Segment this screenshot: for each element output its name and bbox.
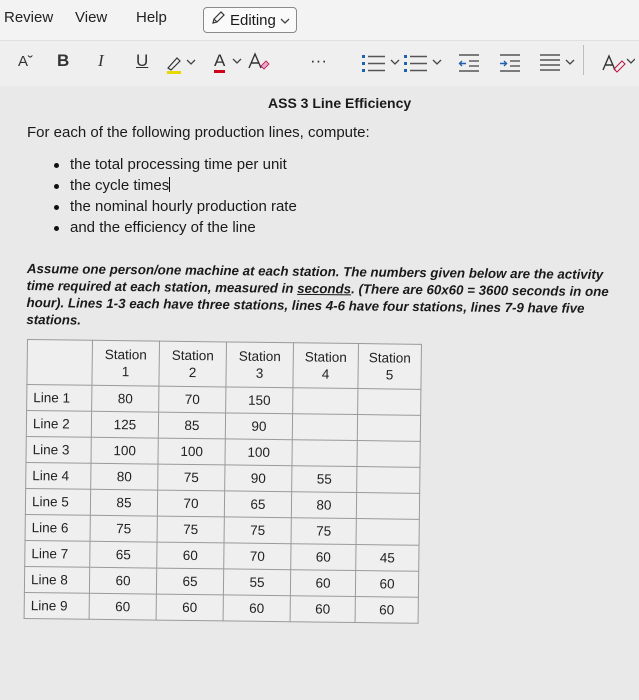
more-options-button[interactable]: ···	[310, 51, 327, 70]
bullet-list-icon[interactable]	[361, 52, 409, 74]
font-color-button[interactable]	[214, 51, 225, 71]
list-item: the nominal hourly production rate	[51, 198, 297, 219]
bullet-list	[51, 156, 297, 240]
table-cell	[358, 389, 421, 416]
bold-button[interactable]: B	[57, 51, 70, 70]
table-cell: Line 8	[24, 566, 89, 593]
table-cell	[292, 414, 357, 441]
formatting-toolbar	[0, 40, 639, 87]
list-item: the total processing time per unit	[51, 156, 297, 177]
menu-bar	[0, 0, 639, 40]
intro-text: For each of the following production lines, compute:	[27, 124, 370, 141]
pencil-icon	[210, 10, 226, 30]
table-cell: 60	[291, 544, 356, 571]
table-cell: Line 7	[25, 540, 90, 567]
header-station-1: Station 1	[92, 340, 160, 386]
editing-label: Editing	[230, 11, 276, 29]
table-cell: 70	[159, 386, 226, 413]
table-cell: 90	[225, 465, 292, 492]
doc-title: ASS 3 Line Efficiency	[268, 95, 412, 111]
table-cell: 70	[224, 543, 291, 570]
highlight-icon[interactable]	[165, 54, 197, 74]
table-cell: 55	[292, 466, 357, 493]
table-header-row	[27, 340, 422, 390]
table-cell: 60	[156, 594, 223, 621]
list-item: the cycle times	[51, 177, 297, 198]
table-cell: 60	[223, 595, 290, 622]
table-cell: 80	[291, 492, 356, 519]
table-cell: 85	[158, 412, 225, 439]
table-cell: Line 4	[26, 462, 91, 489]
table-cell	[357, 415, 420, 442]
table-cell: 75	[158, 464, 225, 491]
underline-button[interactable]: U	[136, 51, 149, 70]
toolbar-divider	[583, 45, 584, 75]
table-cell: 100	[91, 437, 158, 464]
table-cell: 60	[290, 596, 355, 623]
increase-indent-icon[interactable]	[498, 52, 524, 74]
table-row	[24, 592, 418, 623]
table-cell	[356, 493, 419, 520]
table-cell: 75	[157, 516, 224, 543]
table-cell: 65	[156, 568, 223, 595]
text-cursor	[169, 177, 170, 192]
table-cell: 75	[90, 515, 157, 542]
header-station-4: Station 4	[293, 343, 359, 389]
table-cell: 60	[157, 542, 224, 569]
table-cell: 85	[90, 489, 157, 516]
table-cell: 45	[356, 545, 419, 572]
table-cell: 60	[355, 597, 418, 624]
table-cell	[357, 467, 420, 494]
header-station-3: Station 3	[226, 342, 294, 388]
table-cell	[357, 441, 420, 468]
header-station-5: Station 5	[358, 344, 422, 390]
table-cell: 150	[226, 387, 293, 414]
numbered-list-icon[interactable]	[403, 52, 451, 74]
table-cell: 80	[91, 463, 158, 490]
menu-review[interactable]: Review	[4, 9, 54, 26]
table-cell: 100	[158, 438, 225, 465]
table-cell: 60	[89, 593, 156, 620]
table-cell: 100	[225, 439, 292, 466]
chevron-down-icon[interactable]	[232, 57, 242, 65]
chevron-down-icon	[280, 12, 290, 29]
header-corner	[27, 340, 93, 386]
table-cell: 90	[225, 413, 292, 440]
table-cell: 80	[92, 385, 159, 412]
table-cell: Line 1	[27, 385, 92, 412]
table-cell: 60	[290, 570, 355, 597]
decrease-indent-icon[interactable]	[457, 52, 483, 74]
align-icon[interactable]	[538, 52, 580, 74]
table-cell	[356, 519, 419, 546]
table-cell: 75	[291, 518, 356, 545]
table-cell: 60	[355, 571, 418, 598]
table-cell	[292, 440, 357, 467]
table-cell: 65	[224, 491, 291, 518]
table-cell: 65	[90, 541, 157, 568]
editing-mode-button[interactable]	[203, 7, 297, 33]
table-cell: Line 9	[24, 592, 89, 619]
header-station-2: Station 2	[159, 341, 227, 387]
table-cell: Line 5	[25, 488, 90, 515]
table-cell: Line 6	[25, 514, 90, 541]
font-size-button[interactable]: A˘	[18, 53, 33, 70]
italic-button[interactable]: I	[98, 51, 104, 70]
styles-icon[interactable]	[601, 53, 635, 73]
table-cell: Line 3	[26, 436, 91, 463]
station-times-table	[24, 339, 422, 624]
assumption-paragraph: Assume one person/one machine at each station. The numbers given below are the activity time required at each station, measured in seconds. (There are 60x60 = 3600 seconds in one hour). Lines 1-3 each have three stations, lines 4-6 have four stations, lines 7-9 have five stations.	[26, 260, 609, 328]
table-cell: 75	[224, 517, 291, 544]
list-item: and the efficiency of the line	[51, 219, 297, 240]
clear-format-icon[interactable]	[247, 52, 271, 72]
table-cell	[293, 388, 358, 415]
table-cell: 60	[89, 567, 156, 594]
menu-view[interactable]: View	[75, 9, 108, 26]
table-cell: Line 2	[26, 411, 91, 438]
table-cell: 70	[157, 490, 224, 517]
table-cell: 125	[91, 411, 158, 438]
font-color-label: A	[214, 51, 225, 73]
menu-help[interactable]: Help	[136, 9, 167, 26]
table-cell: 55	[223, 569, 290, 596]
